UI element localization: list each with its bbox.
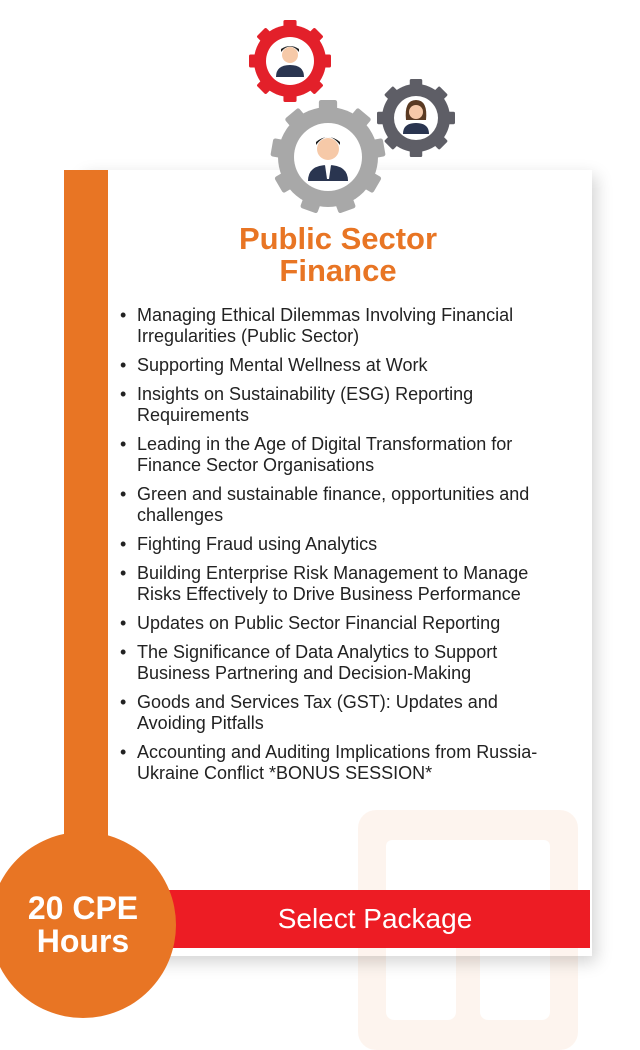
- list-item: [116, 563, 546, 605]
- course-title: Accounting and Auditing Implications from Russia-Ukraine Conflict *BONUS SESSION*: [137, 742, 538, 783]
- course-title: Goods and Services Tax (GST): Updates and Avoiding Pitfalls: [137, 692, 498, 733]
- bullet-icon: •: [120, 742, 127, 762]
- bullet-icon: •: [120, 534, 127, 554]
- course-title: Leading in the Age of Digital Transformation for Finance Sector Organisations: [137, 434, 513, 475]
- title-line-2: Finance: [279, 253, 397, 288]
- title-line-1: Public Sector: [238, 221, 438, 256]
- bullet-icon: •: [120, 484, 127, 504]
- red-gear-icon: [249, 20, 331, 102]
- bullet-icon: •: [120, 384, 127, 404]
- bullet-icon: •: [120, 434, 127, 454]
- list-item: [116, 742, 546, 784]
- gears-people-icon: [240, 14, 470, 219]
- course-title: Fighting Fraud using Analytics: [137, 534, 378, 554]
- dark-gear-icon: [377, 79, 455, 157]
- cpe-line-2: Hours: [36, 923, 130, 959]
- list-item: [116, 434, 546, 476]
- bullet-icon: •: [120, 305, 127, 325]
- course-title: Insights on Sustainability (ESG) Reporting Requirements: [137, 384, 474, 425]
- list-item: [116, 692, 546, 734]
- list-item: [116, 484, 546, 526]
- bullet-icon: •: [120, 613, 127, 633]
- bullet-icon: •: [120, 692, 127, 712]
- course-title: The Significance of Data Analytics to Support Business Partnering and Decision-Making: [137, 642, 498, 683]
- course-title: Green and sustainable finance, opportunities and challenges: [137, 484, 530, 525]
- list-item: [116, 534, 546, 555]
- list-item: [116, 384, 546, 426]
- course-title: Updates on Public Sector Financial Reporting: [137, 613, 501, 633]
- gray-gear-icon: [270, 100, 385, 214]
- accent-bar: [64, 170, 108, 860]
- course-title: Managing Ethical Dilemmas Involving Financial Irregularities (Public Sector): [137, 305, 514, 346]
- cpe-hours-badge: [0, 832, 176, 1018]
- bullet-icon: •: [120, 355, 127, 375]
- course-title: Building Enterprise Risk Management to Manage Risks Effectively to Drive Business Performance: [137, 563, 529, 604]
- list-item: [116, 613, 546, 634]
- bullet-icon: •: [120, 563, 127, 583]
- list-item: [116, 305, 546, 347]
- cpe-line-1: 20 CPE: [27, 890, 139, 926]
- select-package-button[interactable]: Select Package: [160, 890, 590, 948]
- course-title: Supporting Mental Wellness at Work: [137, 355, 428, 375]
- course-list: [116, 305, 546, 792]
- list-item: [116, 642, 546, 684]
- package-title: [160, 223, 516, 287]
- list-item: [116, 355, 546, 376]
- bullet-icon: •: [120, 642, 127, 662]
